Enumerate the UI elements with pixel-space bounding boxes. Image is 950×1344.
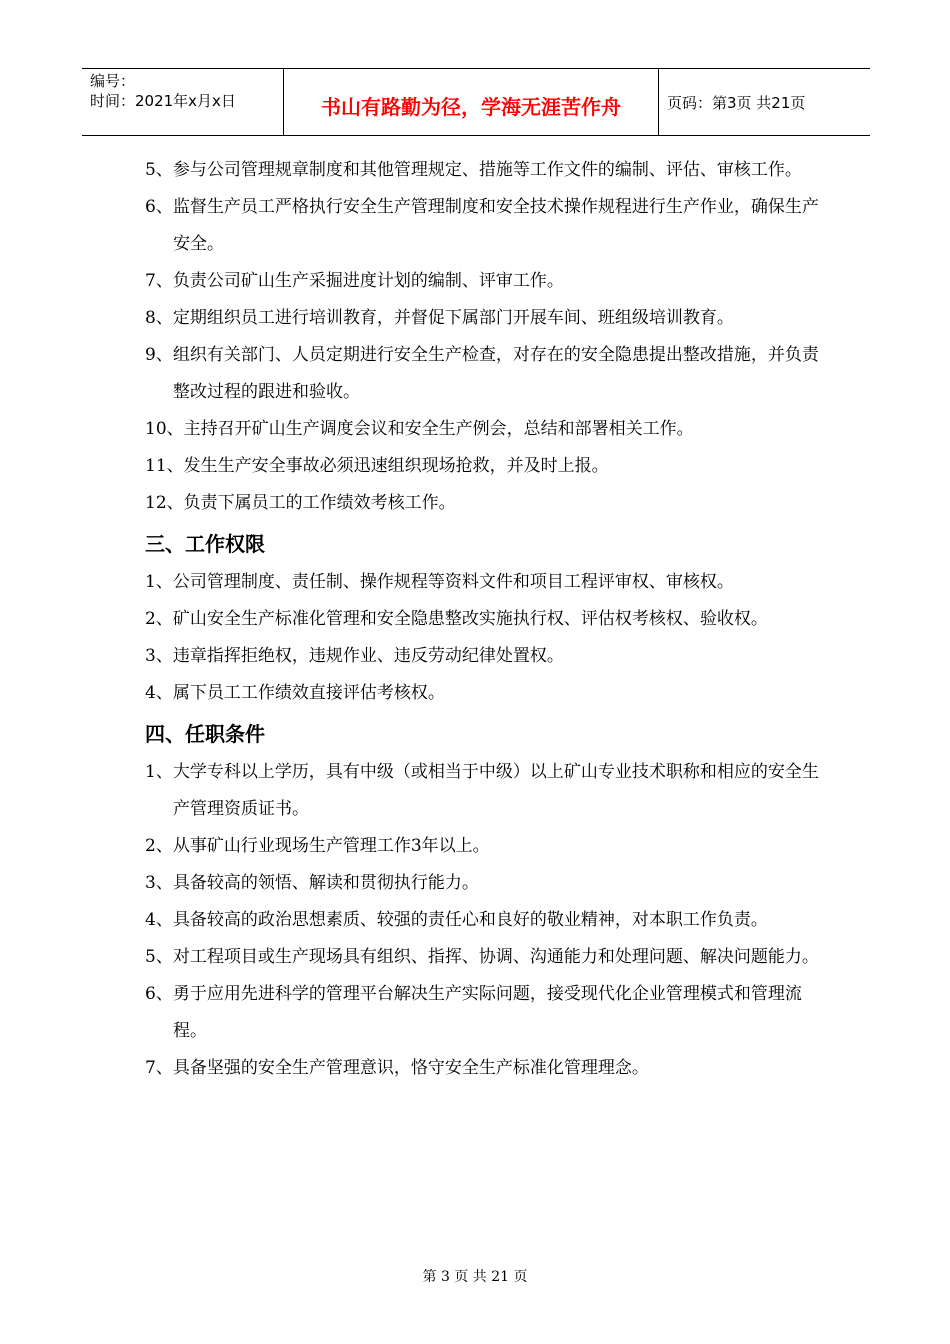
list-item: 3、违章指挥拒绝权，违规作业、违反劳动纪律处置权。 — [145, 646, 564, 666]
list-item: 2、矿山安全生产标准化管理和安全隐患整改实施执行权、评估权考核权、验收权。 — [145, 609, 768, 629]
header-number-label: 编号： — [90, 72, 136, 90]
list-item: 11、发生生产安全事故必须迅速组织现场抢救，并及时上报。 — [145, 456, 609, 476]
list-item: 8、定期组织员工进行培训教育，并督促下属部门开展车间、班组级培训教育。 — [145, 308, 734, 328]
list-item: 1、大学专科以上学历，具有中级（或相当于中级）以上矿山专业技术职称和相应的安全生产管理资质证书。 — [145, 762, 819, 819]
page-header — [82, 68, 870, 136]
list-item: 9、组织有关部门、人员定期进行安全生产检查，对存在的安全隐患提出整改措施，并负责整改过程的跟进和验收。 — [145, 345, 819, 402]
section-duties-continued — [145, 152, 825, 522]
list-item: 6、勇于应用先进科学的管理平台解决生产实际问题，接受现代化企业管理模式和管理流程。 — [145, 984, 802, 1041]
list-item: 6、监督生产员工严格执行安全生产管理制度和安全技术操作规程进行生产作业，确保生产安全。 — [145, 197, 819, 254]
section-heading: 四、任职条件 — [145, 722, 265, 746]
list-item: 4、具备较高的政治思想素质、较强的责任心和良好的敬业精神，对本职工作负责。 — [145, 910, 768, 930]
list-item: 7、负责公司矿山生产采掘进度计划的编制、评审工作。 — [145, 271, 564, 291]
list-item: 2、从事矿山行业现场生产管理工作3年以上。 — [145, 836, 490, 856]
section-qualifications — [145, 722, 825, 1087]
list-item: 10、主持召开矿山生产调度会议和安全生产例会，总结和部署相关工作。 — [145, 419, 694, 439]
list-item: 4、属下员工工作绩效直接评估考核权。 — [145, 683, 445, 703]
list-item: 5、对工程项目或生产现场具有组织、指挥、协调、沟通能力和处理问题、解决问题能力。 — [145, 947, 819, 967]
header-page-info: 页码：第3页 共21页 — [667, 93, 806, 112]
header-time-label: 时间：2021年x月x日 — [90, 92, 236, 110]
section-authority — [145, 532, 825, 712]
section-heading: 三、工作权限 — [145, 532, 265, 556]
list-item: 12、负责下属员工的工作绩效考核工作。 — [145, 493, 456, 513]
list-item: 7、具备坚强的安全生产管理意识，恪守安全生产标准化管理理念。 — [145, 1058, 649, 1078]
page-footer: 第 3 页 共 21 页 — [422, 1269, 528, 1285]
document-body — [145, 152, 825, 1087]
list-item: 1、公司管理制度、责任制、操作规程等资料文件和项目工程评审权、审核权。 — [145, 572, 734, 592]
header-motto: 书山有路勤为径，学海无涯苦作舟 — [284, 69, 659, 135]
list-item: 3、具备较高的领悟、解读和贯彻执行能力。 — [145, 873, 479, 893]
header-meta — [82, 69, 284, 135]
list-item: 5、参与公司管理规章制度和其他管理规定、措施等工作文件的编制、评估、审核工作。 — [145, 160, 802, 180]
